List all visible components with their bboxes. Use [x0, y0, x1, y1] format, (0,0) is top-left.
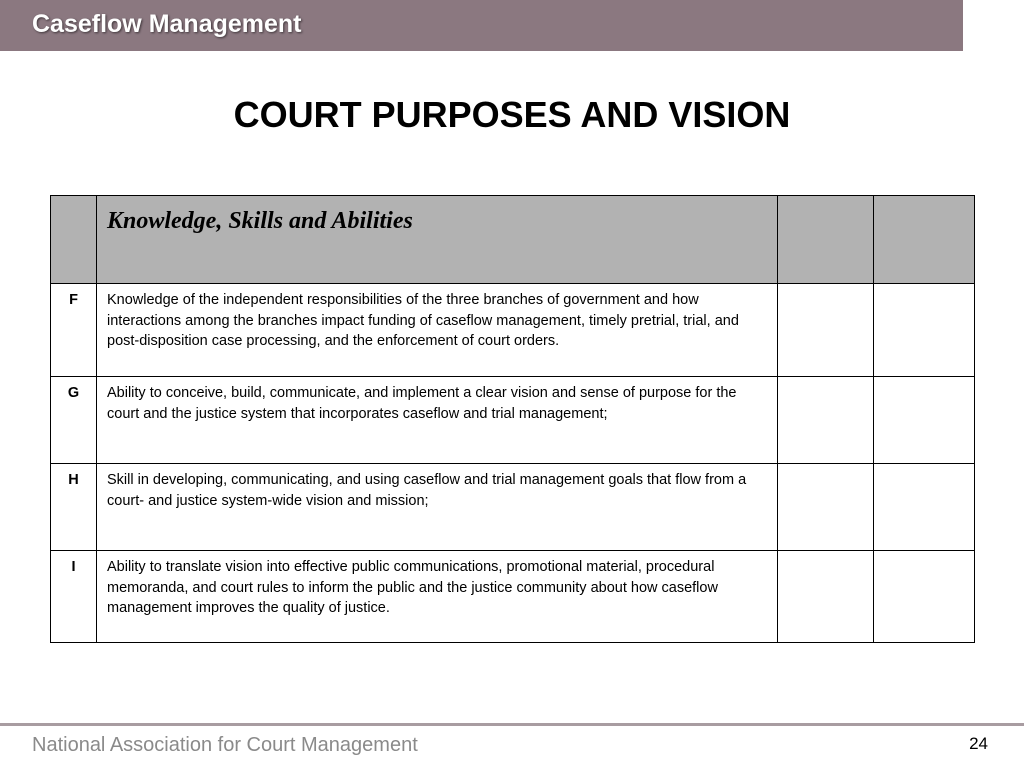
- row-letter: G: [51, 377, 97, 464]
- row-blank-cell: [778, 551, 874, 643]
- row-letter: I: [51, 551, 97, 643]
- row-blank-cell: [874, 284, 975, 377]
- row-blank-cell: [874, 377, 975, 464]
- ksa-table: [50, 195, 975, 643]
- row-letter: H: [51, 464, 97, 551]
- table-header-row: [51, 196, 975, 284]
- header-title: Caseflow Management: [32, 10, 302, 38]
- header-cell-blank-2: [874, 196, 975, 284]
- page-number: 24: [969, 734, 988, 753]
- table-row: [51, 551, 975, 643]
- row-letter: F: [51, 284, 97, 377]
- header-cell-blank-1: [778, 196, 874, 284]
- header-cell-letter: [51, 196, 97, 284]
- row-text: Skill in developing, communicating, and using caseflow and trial management goals that flow from a court- and justice system-wide vision and mission;: [97, 464, 778, 551]
- row-blank-cell: [874, 464, 975, 551]
- footer-organization: National Association for Court Management: [32, 734, 418, 756]
- table-row: [51, 284, 975, 377]
- row-blank-cell: [778, 464, 874, 551]
- table-row: [51, 377, 975, 464]
- row-text: Knowledge of the independent responsibilities of the three branches of government and how interactions among the branches impact funding of caseflow management, timely pretrial, trial, and post-disposition case processing, and the enforcement of court orders.: [97, 284, 778, 377]
- header-cell-heading: [97, 196, 778, 284]
- footer-divider: [0, 723, 1024, 726]
- row-blank-cell: [778, 284, 874, 377]
- row-blank-cell: [874, 551, 975, 643]
- row-blank-cell: [778, 377, 874, 464]
- slide-title: COURT PURPOSES AND VISION: [233, 94, 791, 135]
- table-row: [51, 464, 975, 551]
- row-text: Ability to conceive, build, communicate, and implement a clear vision and sense of purpose for the court and the justice system that incorporates caseflow and trial management;: [97, 377, 778, 464]
- table-heading: Knowledge, Skills and Abilities: [107, 208, 413, 234]
- row-text: Ability to translate vision into effective public communications, promotional material, procedural memoranda, and court rules to inform the public and the justice community about how caseflow management improves the quality of justice.: [97, 551, 778, 643]
- header-band: [0, 0, 963, 51]
